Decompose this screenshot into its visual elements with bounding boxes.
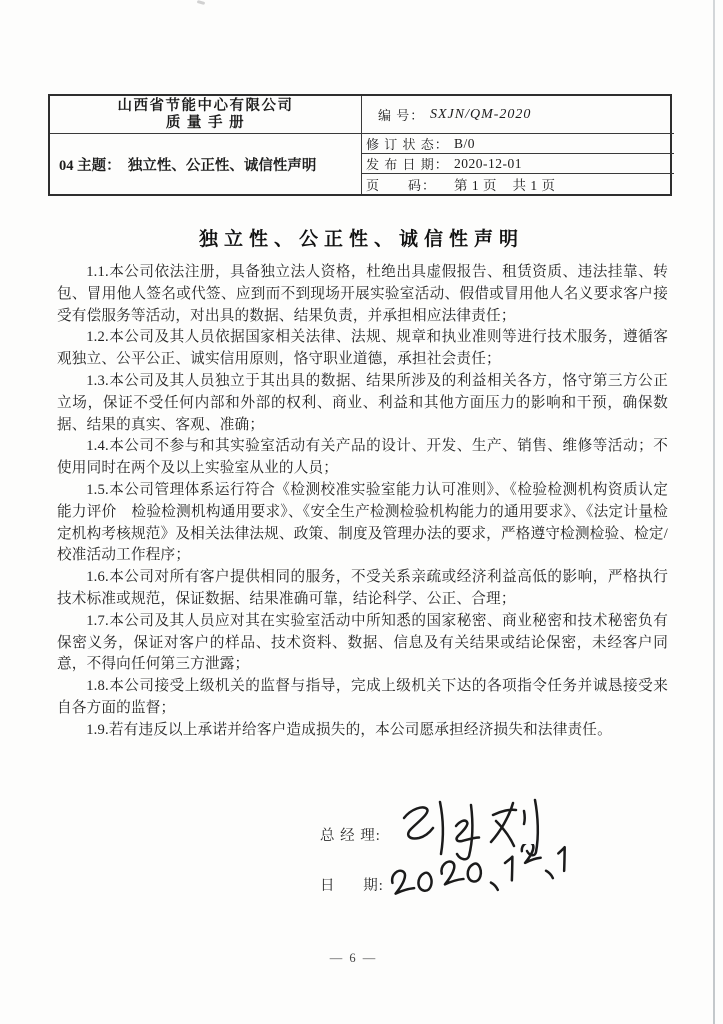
handwritten-date	[382, 844, 572, 904]
paragraph-1-7: 1.7.本公司及其人员应对其在实验室活动中所知悉的国家秘密、商业秘密和技术秘密负有保密义务，保证对客户的样品、技术资料、数据、信息及有关结果或结论保密，未经客户同意，不得向任何第三方泄露；	[57, 612, 668, 673]
paragraph-1-4: 1.4.本公司不参与和其实验室活动有关产品的设计、开发、生产、销售、维修等活动；不使用同时在两个及以上实验室从业的人员；	[57, 438, 668, 477]
paragraph-1-5: 1.5.本公司管理体系运行符合《检测校准实验室能力认可准则》、《检验检测机构资质认定能力评价 检验检测机构通用要求》、《安全生产检测检验机构能力的通用要求》、《法定计量检定机构考核规范》及相关法律法规、政策、制度及管理办法的要求，严格遵守检测检验、检定/校准活动工作程序；	[57, 481, 668, 564]
footer-page-number: — 6 —	[329, 951, 378, 965]
header-issue-date-cell	[362, 154, 674, 174]
scan-smudge-artifact	[197, 0, 206, 5]
header-company-cell	[50, 96, 362, 134]
scan-edge-artifact	[713, 0, 715, 1024]
issue-date-label: 发 布 日 期：	[366, 157, 449, 172]
paragraph-1-6: 1.6.本公司对所有客户提供相同的服务，不受关系亲疏或经济利益高低的影响，严格执行技术标准或规范，保证数据、结果准确可靠，结论科学、公正、合理；	[57, 569, 668, 607]
paragraph-1-3: 1.3.本公司及其人员独立于其出具的数据、结果所涉及的利益相关各方，恪守第三方公正立场，保证不受任何内部和外部的权利、商业、利益和其他方面压力的影响和干预，确保数据、结果的真实、客观、准确；	[57, 372, 668, 433]
general-manager-label: 总 经 理:	[320, 828, 381, 844]
page-code-label: 页 码：	[366, 177, 437, 193]
revision-value: B/0	[454, 135, 476, 151]
document-header-table	[48, 94, 672, 196]
revision-label: 修 订 状 态：	[366, 137, 449, 152]
manual-title: 质 量 手 册	[165, 114, 246, 131]
doc-number-value: SXJN/QM-2020	[430, 106, 532, 122]
company-name: 山西省节能中心有限公司	[117, 97, 294, 114]
page-code-value: 第 1 页 共 1 页	[454, 178, 556, 193]
issue-date-value: 2020-12-01	[454, 155, 522, 171]
header-revision-cell	[362, 134, 674, 154]
document-title: 独立性、公正性、诚信性声明	[198, 229, 524, 250]
paragraph-1-9: 1.9.若有违反以上承诺并给客户造成损失的，本公司愿承担经济损失和法律责任。	[86, 721, 612, 738]
header-subject-cell	[50, 134, 362, 194]
paragraph-1-1: 1.1.本公司依法注册，具备独立法人资格，杜绝出具虚假报告、租赁资质、违法挂靠、转包、冒用他人签名或代签、应到而不到现场开展实验室活动、假借或冒用他人名义要求客户接受有偿服务等活动，对出具的数据、结果负责，并承担相应法律责任；	[57, 264, 668, 324]
subject-line: 04 主题： 独立性、公正性、诚信性声明	[59, 157, 317, 174]
signature-date-label: 日 期:	[320, 878, 384, 894]
header-page-cell	[362, 174, 674, 194]
paragraph-1-2: 1.2.本公司及其人员依据国家相关法律、法规、规章和执业准则等进行技术服务，遵循客观独立、公平公正、诚实信用原则，恪守职业道德，承担社会责任；	[57, 329, 668, 368]
doc-number-label: 编 号：	[378, 108, 425, 123]
paragraph-1-8: 1.8.本公司接受上级机关的监督与指导，完成上级机关下达的各项指令任务并诚恳接受来自各方面的监督；	[57, 678, 668, 716]
header-doc-number-cell	[362, 96, 674, 134]
document-body	[57, 262, 668, 742]
